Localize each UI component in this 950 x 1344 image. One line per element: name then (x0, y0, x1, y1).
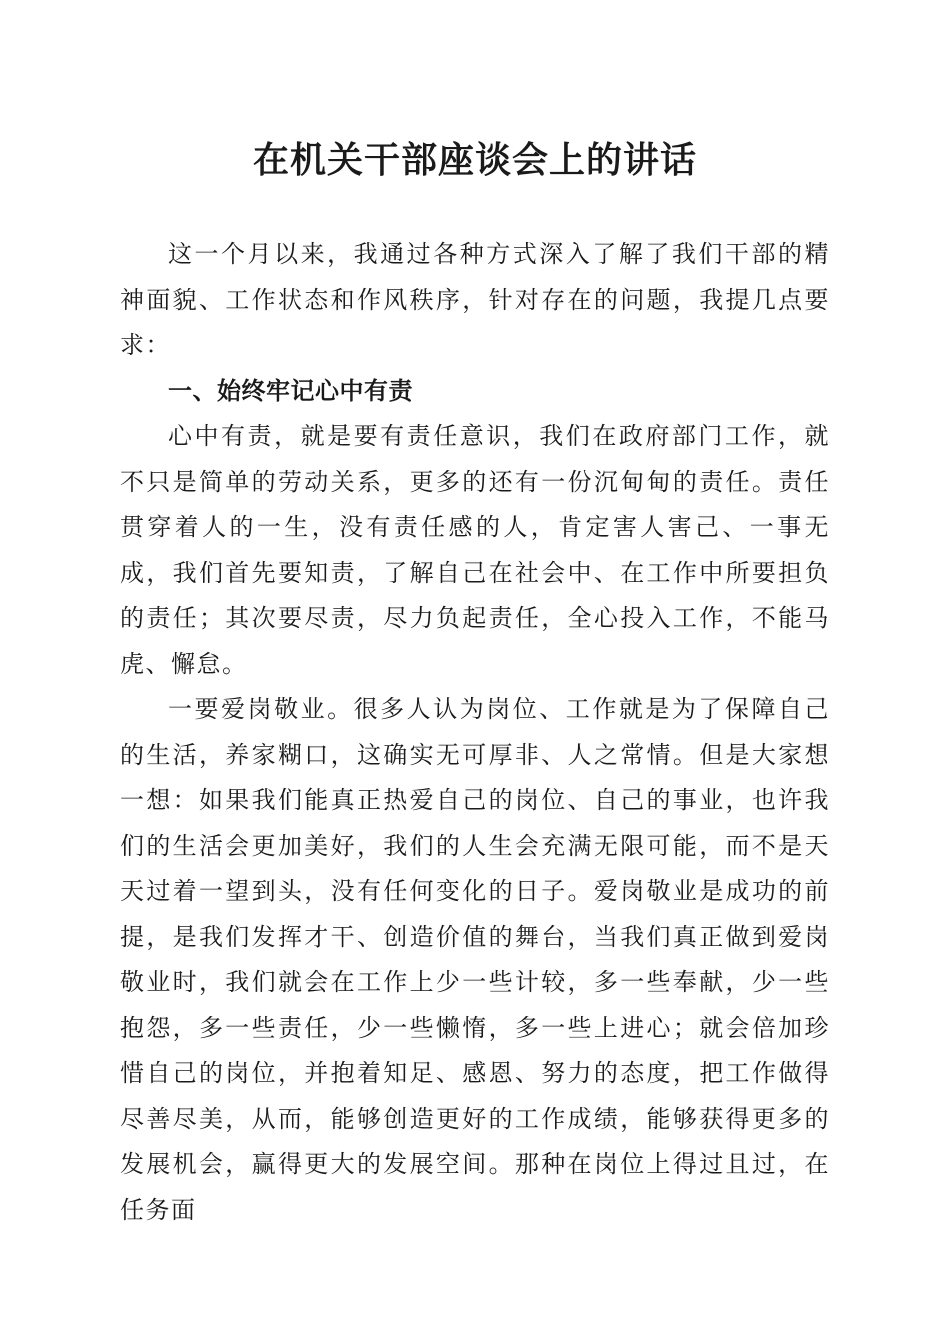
document-title: 在机关干部座谈会上的讲话 (252, 139, 697, 181)
intro-paragraph: 这一个月以来，我通过各种方式深入了解了我们干部的精神面貌、工作状态和作风秩序，针对存在的问题，我提几点要求： (120, 240, 830, 359)
document-body (120, 232, 830, 1233)
body-paragraph-1: 心中有责，就是要有责任意识，我们在政府部门工作，就不只是简单的劳动关系，更多的还有一份沉甸甸的责任。责任贯穿着人的一生，没有责任感的人，肯定害人害己、一事无成，我们首先要知责，了解自己在社会中、在工作中所要担负的责任；其次要尽责，尽力负起责任，全心投入工作，不能马虎、懈怠。 (120, 422, 830, 678)
section-heading: 一、始终牢记心中有责 (168, 376, 413, 405)
body-paragraph-2: 一要爱岗敬业。很多人认为岗位、工作就是为了保障自己的生活，养家糊口，这确实无可厚非、人之常情。但是大家想一想：如果我们能真正热爱自己的岗位、自己的事业，也许我们的生活会更加美好，我们的人生会充满无限可能，而不是天天过着一望到头，没有任何变化的日子。爱岗敬业是成功的前提，是我们发挥才干、创造价值的舞台，当我们真正做到爱岗敬业时，我们就会在工作上少一些计较，多一些奉献，少一些抱怨，多一些责任，少一些懒惰，多一些上进心；就会倍加珍惜自己的岗位，并抱着知足、感恩、努力的态度，把工作做得尽善尽美，从而，能够创造更好的工作成绩，能够获得更多的发展机会，赢得更大的发展空间。那种在岗位上得过且过，在任务面 (120, 695, 830, 1224)
